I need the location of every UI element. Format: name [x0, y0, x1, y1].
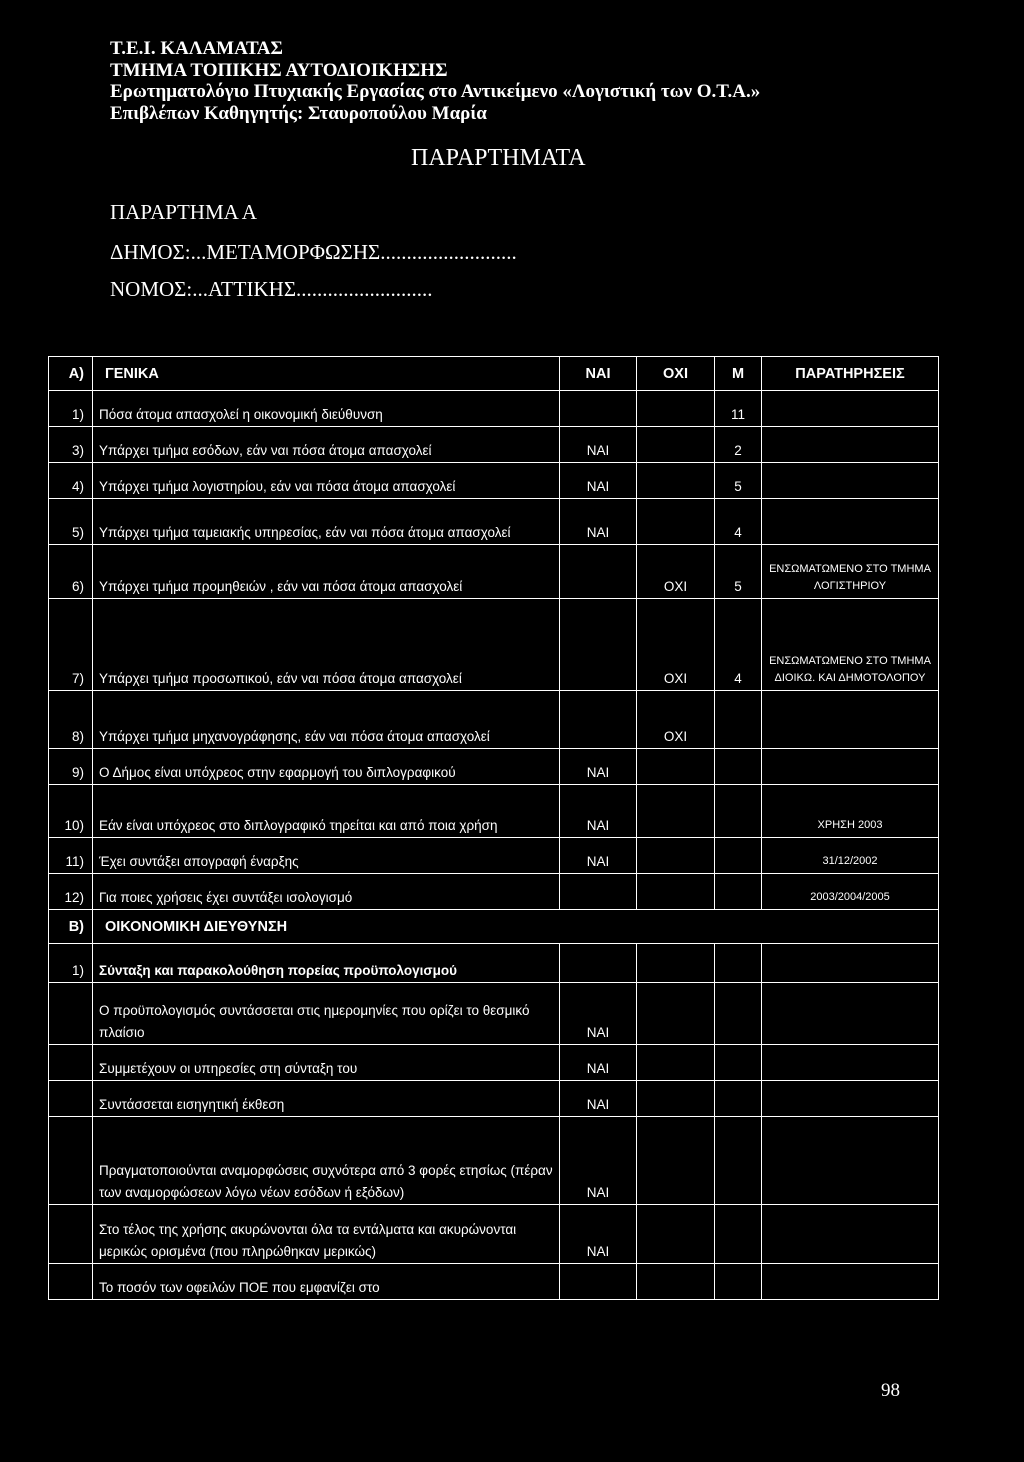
question-text: Υπάρχει τμήμα λογιστηρίου, εάν ναι πόσα άτομα απασχολεί	[93, 463, 560, 499]
answer-m	[715, 691, 762, 749]
table-row	[49, 1081, 939, 1117]
question-text: Υπάρχει τμήμα εσόδων, εάν ναι πόσα άτομα απασχολεί	[93, 427, 560, 463]
answer-no	[637, 1081, 715, 1117]
answer-yes	[560, 691, 637, 749]
table-row	[49, 1117, 939, 1205]
answer-yes	[560, 599, 637, 691]
document-header	[110, 38, 760, 124]
section-b-title: ΟΙΚΟΝΟΜΙΚΗ ΔΙΕΥΘΥΝΣΗ	[93, 910, 939, 944]
answer-m	[715, 1205, 762, 1264]
remarks	[762, 463, 939, 499]
answer-yes: ΝΑΙ	[560, 1205, 637, 1264]
column-remarks: ΠΑΡΑΤΗΡΗΣΕΙΣ	[762, 357, 939, 391]
answer-m	[715, 1081, 762, 1117]
answer-yes	[560, 874, 637, 910]
question-number: 11)	[49, 838, 93, 874]
column-m: Μ	[715, 357, 762, 391]
annex-title: ΠΑΡΑΡΤΗΜΑΤΑ	[411, 145, 586, 171]
question-number: 6)	[49, 545, 93, 599]
question-text: Το ποσόν των οφειλών ΠΟΕ που εμφανίζει στο	[93, 1264, 560, 1300]
section-b-number: Β)	[49, 910, 93, 944]
remarks	[762, 1264, 939, 1300]
question-number	[49, 1081, 93, 1117]
answer-no	[637, 1045, 715, 1081]
table-row	[49, 427, 939, 463]
table-row	[49, 599, 939, 691]
department-name: ΤΜΗΜΑ ΤΟΠΙΚΗΣ ΑΥΤΟΔΙΟΙΚΗΣΗΣ	[110, 59, 448, 81]
question-number	[49, 1205, 93, 1264]
answer-yes: ΝΑΙ	[560, 785, 637, 838]
table-row	[49, 545, 939, 599]
answer-no	[637, 785, 715, 838]
table-row	[49, 983, 939, 1045]
remarks	[762, 1205, 939, 1264]
thesis-title: Ερωτηματολόγιο Πτυχιακής Εργασίας στο Αντικείμενο «Λογιστική των Ο.Τ.Α.»	[110, 81, 761, 102]
question-text: Για ποιες χρήσεις έχει συντάξει ισολογισμό	[93, 874, 560, 910]
page-number: 98	[881, 1380, 900, 1401]
table-row	[49, 391, 939, 427]
table-row	[49, 944, 939, 983]
answer-yes: ΝΑΙ	[560, 1117, 637, 1205]
answer-no	[637, 463, 715, 499]
answer-m	[715, 1264, 762, 1300]
answer-m	[715, 1117, 762, 1205]
answer-m	[715, 944, 762, 983]
question-number: 3)	[49, 427, 93, 463]
column-general: ΓΕΝΙΚΑ	[93, 357, 560, 391]
answer-m: 4	[715, 599, 762, 691]
questionnaire-table	[48, 356, 939, 1300]
question-text: Πόσα άτομα απασχολεί η οικονομική διεύθυνση	[93, 391, 560, 427]
answer-no	[637, 749, 715, 785]
question-number: 1)	[49, 391, 93, 427]
question-text: Συμμετέχουν οι υπηρεσίες στη σύνταξη του	[93, 1045, 560, 1081]
remarks: ΕΝΣΩΜΑΤΩΜΕΝΟ ΣΤΟ ΤΜΗΜΑ ΛΟΓΙΣΤΗΡΙΟΥ	[762, 545, 939, 599]
answer-m: 5	[715, 463, 762, 499]
remarks	[762, 691, 939, 749]
remarks	[762, 391, 939, 427]
answer-no	[637, 1264, 715, 1300]
remarks: 31/12/2002	[762, 838, 939, 874]
answer-no	[637, 1205, 715, 1264]
answer-yes: ΝΑΙ	[560, 427, 637, 463]
question-number: 4)	[49, 463, 93, 499]
answer-m	[715, 874, 762, 910]
institution-name: Τ.Ε.Ι. ΚΑΛΑΜΑΤΑΣ	[110, 38, 283, 59]
answer-yes: ΝΑΙ	[560, 463, 637, 499]
column-no: ΟΧΙ	[637, 357, 715, 391]
table-row	[49, 1205, 939, 1264]
answer-yes: ΝΑΙ	[560, 499, 637, 545]
question-text: Ο Δήμος είναι υπόχρεος στην εφαρμογή του διπλογραφικού	[93, 749, 560, 785]
table-row	[49, 463, 939, 499]
answer-m	[715, 1045, 762, 1081]
question-number: 5)	[49, 499, 93, 545]
question-number: 1)	[49, 944, 93, 983]
question-text: Υπάρχει τμήμα προμηθειών , εάν ναι πόσα άτομα απασχολεί	[93, 545, 560, 599]
answer-yes	[560, 391, 637, 427]
answer-no: ΟΧΙ	[637, 599, 715, 691]
remarks	[762, 1081, 939, 1117]
municipality-line: ΔΗΜΟΣ:...ΜΕΤΑΜΟΡΦΩΣΗΣ..........................	[110, 240, 517, 264]
answer-m: 11	[715, 391, 762, 427]
answer-no	[637, 944, 715, 983]
table-row	[49, 499, 939, 545]
question-number	[49, 1117, 93, 1205]
answer-yes: ΝΑΙ	[560, 1045, 637, 1081]
answer-no	[637, 499, 715, 545]
table-row	[49, 749, 939, 785]
question-text: Υπάρχει τμήμα μηχανογράφησης, εάν ναι πόσα άτομα απασχολεί	[93, 691, 560, 749]
question-number	[49, 983, 93, 1045]
question-number: 10)	[49, 785, 93, 838]
remarks: ΕΝΣΩΜΑΤΩΜΕΝΟ ΣΤΟ ΤΜΗΜΑ ΔΙΟΙΚΩ. ΚΑΙ ΔΗΜΟΤΟΛΟΠΟΥ	[762, 599, 939, 691]
answer-no	[637, 983, 715, 1045]
answer-yes: ΝΑΙ	[560, 749, 637, 785]
remarks	[762, 427, 939, 463]
answer-yes	[560, 1264, 637, 1300]
question-number: 8)	[49, 691, 93, 749]
question-number: 7)	[49, 599, 93, 691]
answer-m: 5	[715, 545, 762, 599]
section-b-row	[49, 910, 939, 944]
table-row	[49, 785, 939, 838]
remarks	[762, 983, 939, 1045]
remarks	[762, 1117, 939, 1205]
answer-no	[637, 874, 715, 910]
question-number: 9)	[49, 749, 93, 785]
remarks: 2003/2004/2005	[762, 874, 939, 910]
answer-no: ΟΧΙ	[637, 545, 715, 599]
answer-m: 4	[715, 499, 762, 545]
supervisor-line: Επιβλέπων Καθηγητής: Σταυροπούλου Μαρία	[110, 102, 487, 124]
answer-no	[637, 838, 715, 874]
remarks	[762, 499, 939, 545]
question-number	[49, 1264, 93, 1300]
question-text: Πραγματοποιούνται αναμορφώσεις συχνότερα από 3 φορές ετησίως (πέραν των αναμορφώσεων λόγω νέων εσόδων ή εξόδων)	[93, 1117, 560, 1205]
table-row	[49, 838, 939, 874]
table-header-row	[49, 357, 939, 391]
answer-m	[715, 838, 762, 874]
answer-no: ΟΧΙ	[637, 691, 715, 749]
annex-a-title: ΠΑΡΑΡΤΗΜΑ Α	[110, 200, 257, 224]
answer-yes: ΝΑΙ	[560, 1081, 637, 1117]
table-row	[49, 1045, 939, 1081]
question-text: Υπάρχει τμήμα προσωπικού, εάν ναι πόσα άτομα απασχολεί	[93, 599, 560, 691]
answer-m	[715, 785, 762, 838]
answer-m: 2	[715, 427, 762, 463]
answer-yes	[560, 944, 637, 983]
question-text: Σύνταξη και παρακολούθηση πορείας προϋπολογισμού	[93, 944, 560, 983]
question-text: Εάν είναι υπόχρεος στο διπλογραφικό τηρείται και από ποια χρήση	[93, 785, 560, 838]
question-text: Έχει συντάξει απογραφή έναρξης	[93, 838, 560, 874]
answer-no	[637, 391, 715, 427]
column-yes: ΝΑΙ	[560, 357, 637, 391]
section-a-number: Α)	[49, 357, 93, 391]
prefecture-line: ΝΟΜΟΣ:...ΑΤΤΙΚΗΣ..........................	[110, 277, 433, 301]
table-row	[49, 874, 939, 910]
question-text: Στο τέλος της χρήσης ακυρώνονται όλα τα εντάλματα και ακυρώνονται μερικώς ορισμένα (που πληρώθηκαν μερικώς)	[93, 1205, 560, 1264]
question-text: Υπάρχει τμήμα ταμειακής υπηρεσίας, εάν ναι πόσα άτομα απασχολεί	[93, 499, 560, 545]
answer-no	[637, 1117, 715, 1205]
answer-m	[715, 983, 762, 1045]
table-row	[49, 691, 939, 749]
answer-yes: ΝΑΙ	[560, 983, 637, 1045]
answer-yes	[560, 545, 637, 599]
question-number: 12)	[49, 874, 93, 910]
question-text: Ο προϋπολογισμός συντάσσεται στις ημερομηνίες που ορίζει το θεσμικό πλαίσιο	[93, 983, 560, 1045]
answer-no	[637, 427, 715, 463]
answer-yes: ΝΑΙ	[560, 838, 637, 874]
remarks	[762, 749, 939, 785]
remarks	[762, 1045, 939, 1081]
remarks	[762, 944, 939, 983]
table-row	[49, 1264, 939, 1300]
remarks: ΧΡΗΣΗ 2003	[762, 785, 939, 838]
question-text: Συντάσσεται εισηγητική έκθεση	[93, 1081, 560, 1117]
question-number	[49, 1045, 93, 1081]
answer-m	[715, 749, 762, 785]
